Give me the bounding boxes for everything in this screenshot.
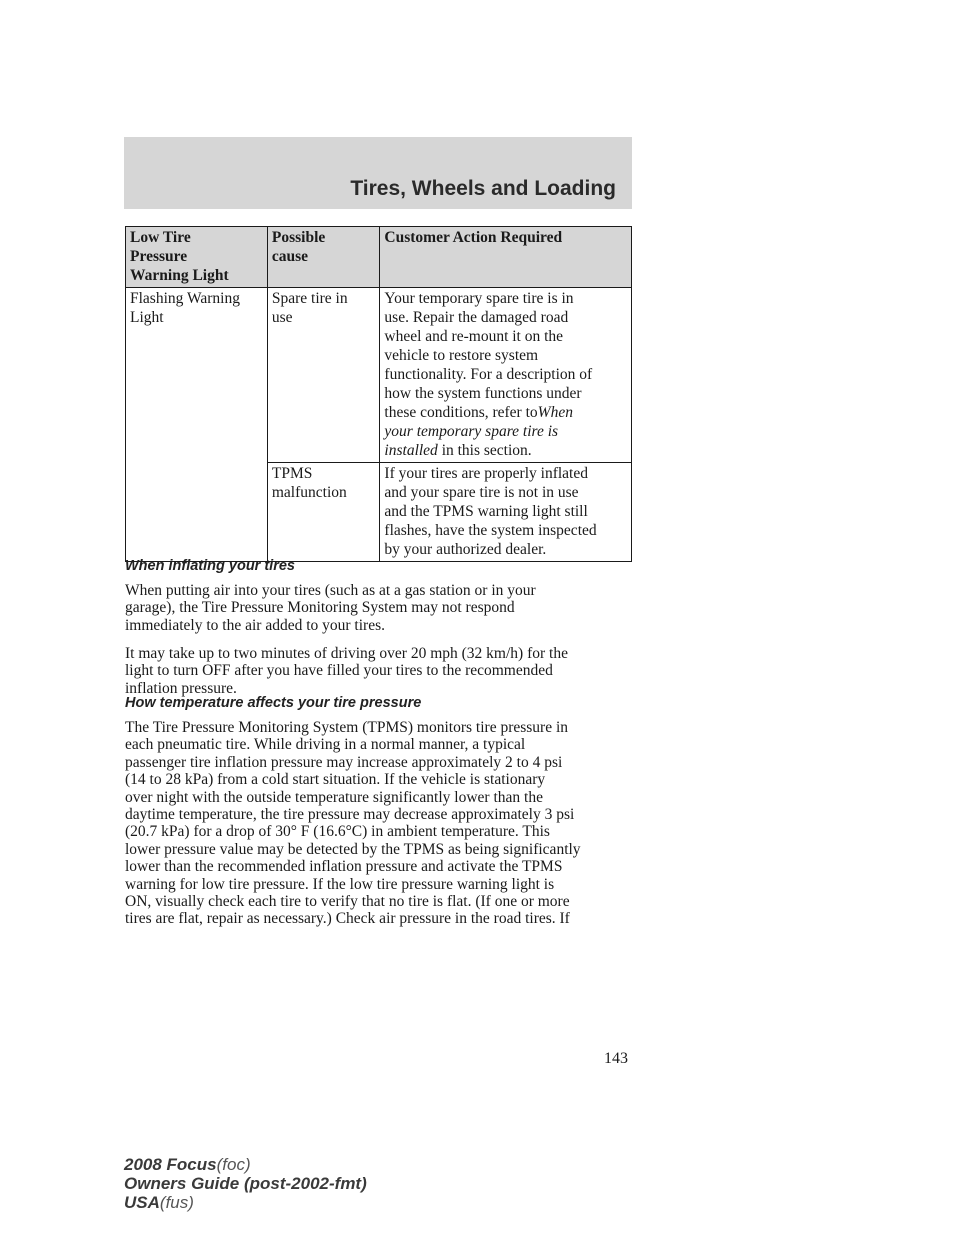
heading-temperature-pressure: How temperature affects your tire pressure bbox=[125, 695, 422, 711]
cell-text: Your temporary spare tire is in bbox=[384, 290, 574, 307]
section-header-band bbox=[124, 137, 632, 209]
paragraph-line: tires are flat, repair as necessary.) Check air pressure in the road tires. If bbox=[125, 910, 570, 928]
tpms-warning-table bbox=[125, 226, 632, 562]
paragraph-line: lower than the recommended inflation pressure and activate the TPMS bbox=[125, 858, 563, 876]
paragraph-line: inflation pressure. bbox=[125, 679, 237, 697]
cell-text: vehicle to restore system bbox=[384, 347, 539, 364]
footer-region: USA bbox=[124, 1193, 160, 1212]
table-row bbox=[126, 288, 632, 463]
section-title: Tires, Wheels and Loading bbox=[350, 177, 616, 200]
paragraph-line: immediately to the air added to your tires. bbox=[125, 616, 385, 634]
header-text: Pressure bbox=[130, 248, 188, 265]
cell-text-plain: these conditions, refer to bbox=[384, 404, 538, 421]
paragraph-line: lower pressure value may be detected by the TPMS as being significantly bbox=[125, 840, 581, 858]
header-text: Low Tire bbox=[130, 229, 191, 246]
paragraph-line: daytime temperature, the tire pressure may decrease approximately 3 psi bbox=[125, 806, 575, 824]
footer-model: 2008 Focus bbox=[124, 1155, 217, 1174]
cell-warning-light bbox=[126, 288, 268, 562]
header-customer-action bbox=[380, 227, 632, 288]
paragraph-temperature bbox=[125, 719, 645, 928]
cell-cause bbox=[267, 288, 380, 463]
cell-text: Flashing Warning bbox=[130, 290, 240, 307]
cell-text-plain: in this section. bbox=[437, 442, 532, 459]
cell-text: Light bbox=[130, 309, 164, 326]
paragraph-line: When putting air into your tires (such as at a gas station or in your bbox=[125, 582, 536, 599]
footer-region-code: (fus) bbox=[159, 1193, 194, 1212]
paragraph-line: each pneumatic tire. While driving in a normal manner, a typical bbox=[125, 736, 526, 754]
table-header-row bbox=[126, 227, 632, 288]
cell-text: how the system functions under bbox=[384, 385, 582, 402]
cell-action bbox=[380, 463, 632, 562]
cell-text: use. Repair the damaged road bbox=[384, 309, 569, 326]
cell-cause bbox=[267, 463, 380, 562]
footer-model-code: (foc) bbox=[216, 1155, 251, 1174]
paragraph-line: (14 to 28 kPa) from a cold start situation. If the vehicle is stationary bbox=[125, 771, 546, 789]
cell-text: flashes, have the system inspected bbox=[384, 522, 597, 539]
cross-reference-text: When bbox=[537, 404, 573, 421]
cell-text: and the TPMS warning light still bbox=[384, 503, 588, 520]
cell-text: TPMS bbox=[271, 465, 313, 482]
cell-text: If your tires are properly inflated bbox=[384, 465, 588, 482]
cell-text: functionality. For a description of bbox=[384, 366, 593, 383]
cell-text: wheel and re-mount it on the bbox=[384, 328, 564, 345]
paragraph-line: (20.7 kPa) for a drop of 30° F (16.6°C) in ambient temperature. This bbox=[125, 823, 550, 841]
paragraph-line: ON, visually check each tire to verify that no tire is flat. (If one or more bbox=[125, 893, 570, 911]
cell-text: and your spare tire is not in use bbox=[384, 484, 579, 501]
paragraph-line: light to turn OFF after you have filled your tires to the recommended bbox=[125, 662, 553, 680]
paragraph-line: passenger tire inflation pressure may increase approximately 2 to 4 psi bbox=[125, 753, 563, 771]
cell-text: malfunction bbox=[271, 484, 347, 501]
header-text: Warning Light bbox=[130, 267, 229, 284]
header-text: Customer Action Required bbox=[384, 229, 563, 246]
document-footer bbox=[124, 1155, 367, 1212]
paragraph-line: It may take up to two minutes of driving over 20 mph (32 km/h) for the bbox=[125, 645, 568, 662]
footer-line-model bbox=[124, 1155, 367, 1174]
cross-reference-text: your temporary spare tire is bbox=[384, 423, 559, 440]
footer-guide: Owners Guide (post-2002-fmt) bbox=[124, 1174, 367, 1193]
header-text: Possible bbox=[271, 229, 326, 246]
cell-text: by your authorized dealer. bbox=[384, 541, 547, 558]
paragraph-line: garage), the Tire Pressure Monitoring System may not respond bbox=[125, 599, 515, 617]
header-text: cause bbox=[271, 248, 309, 265]
paragraph-line: The Tire Pressure Monitoring System (TPMS) monitors tire pressure in bbox=[125, 719, 569, 736]
cell-text bbox=[384, 403, 627, 422]
heading-inflating-tires: When inflating your tires bbox=[125, 558, 295, 574]
page-number: 143 bbox=[604, 1050, 628, 1067]
paragraph-inflating-1 bbox=[125, 582, 645, 634]
footer-line-region bbox=[124, 1193, 367, 1212]
paragraph-inflating-2 bbox=[125, 645, 645, 697]
paragraph-line: warning for low tire pressure. If the low tire pressure warning light is bbox=[125, 875, 555, 893]
paragraph-line: over night with the outside temperature significantly lower than the bbox=[125, 788, 543, 806]
cell-text: use bbox=[271, 309, 293, 326]
header-low-tire-warning-light bbox=[126, 227, 268, 288]
header-possible-cause bbox=[267, 227, 380, 288]
cell-action bbox=[380, 288, 632, 463]
cell-text: Spare tire in bbox=[271, 290, 348, 307]
cell-text bbox=[384, 441, 627, 460]
cross-reference-text: installed bbox=[384, 442, 438, 459]
